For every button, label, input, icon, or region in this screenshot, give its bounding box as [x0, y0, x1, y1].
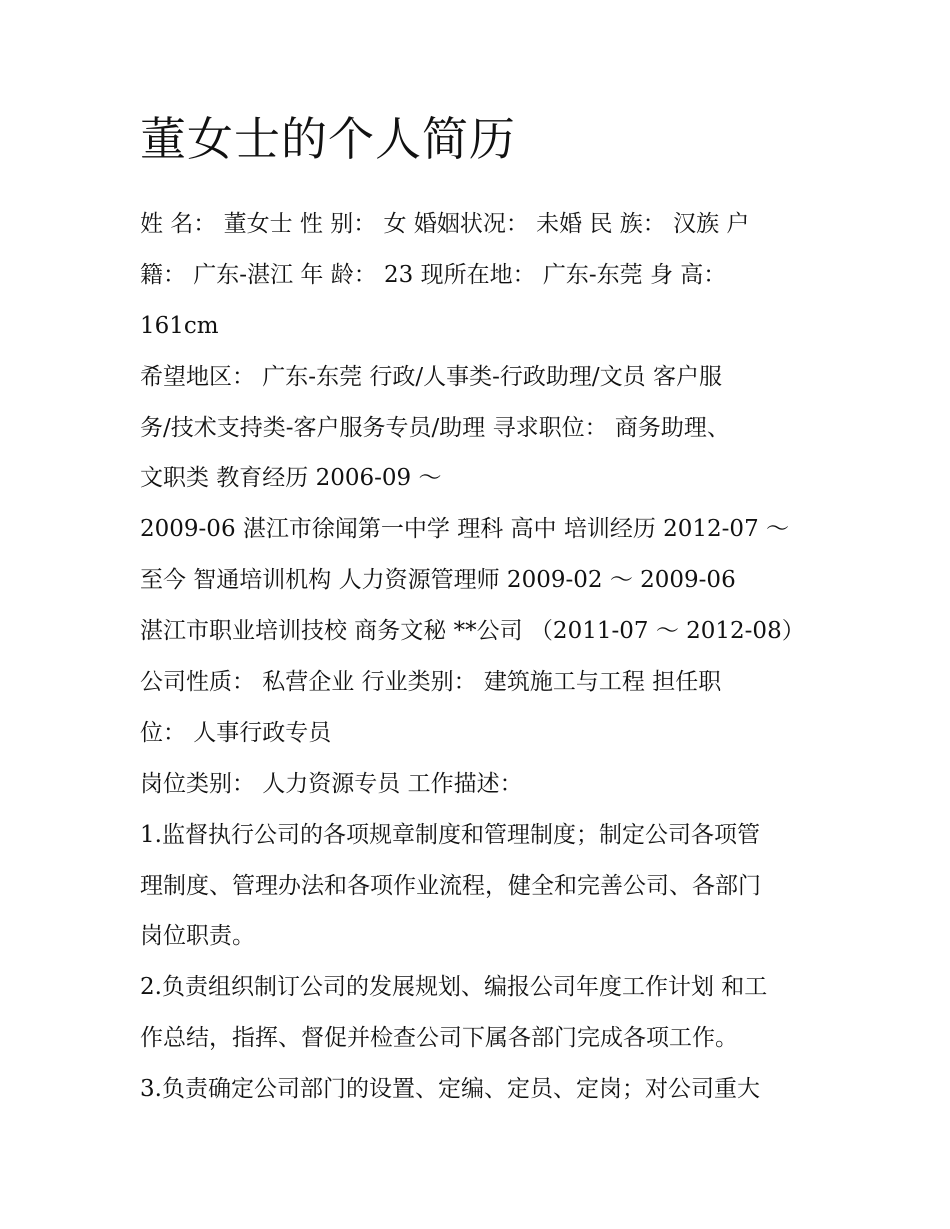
- text-line: 1.监督执行公司的各项规章制度和管理制度；制定公司各项管: [140, 821, 760, 848]
- text-line: 2.负责组织制订公司的发展规划、编报公司年度工作计划 和工: [140, 974, 768, 1001]
- text-line: 文职类 教育经历 2006-09 ～: [140, 465, 442, 492]
- text-line: 至今 智通培训机构 人力资源管理师 2009-02 ～ 2009-06: [140, 567, 736, 594]
- text-line: 岗位职责。: [140, 923, 255, 950]
- text-line: 湛江市职业培训技校 商务文秘 **公司 （2011-07 ～ 2012-08）: [140, 618, 805, 645]
- text-line: 公司性质： 私营企业 行业类别： 建筑施工与工程 担任职: [140, 669, 722, 696]
- resume-body: [140, 199, 820, 1115]
- text-line: 希望地区： 广东-东莞 行政/人事类-行政助理/文员 客户服: [140, 363, 722, 390]
- document-title: 董女士的个人简历: [140, 112, 516, 166]
- text-line: 籍： 广东-湛江 年 龄： 23 现所在地： 广东-东莞 身 高：: [140, 261, 727, 288]
- text-line: 岗位类别： 人力资源专员 工作描述：: [140, 770, 523, 797]
- text-line: 作总结，指挥、督促并检查公司下属各部门完成各项工作。: [140, 1025, 738, 1052]
- text-line: 3.负责确定公司部门的设置、定编、定员、定岗；对公司重大: [140, 1076, 760, 1103]
- text-line: 161cm: [140, 312, 219, 339]
- text-line: 姓 名： 董女士 性 别： 女 婚姻状况： 未婚 民 族： 汉族 户: [140, 211, 750, 237]
- text-line: 2009-06 湛江市徐闻第一中学 理科 高中 培训经历 2012-07 ～: [140, 516, 790, 543]
- text-line: 务/技术支持类-客户服务专员/助理 寻求职位： 商务助理、: [140, 414, 730, 441]
- text-line: 位： 人事行政专员: [140, 719, 332, 746]
- text-line: 理制度、管理办法和各项作业流程，健全和完善公司、各部门: [140, 872, 761, 899]
